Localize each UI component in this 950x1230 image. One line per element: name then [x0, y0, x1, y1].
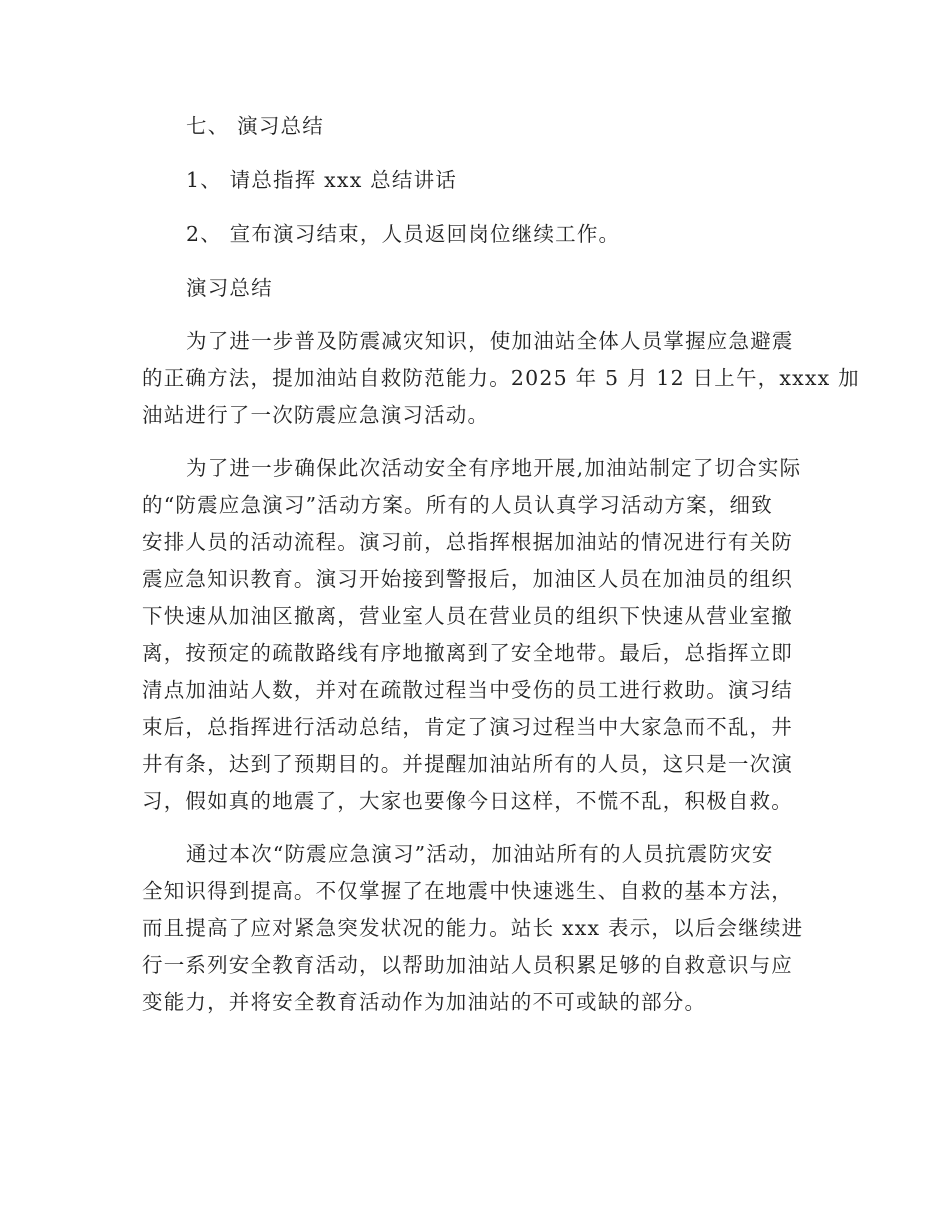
- paragraph-line: 清点加油站人数，并对在疏散过程当中受伤的员工进行救助。演习结: [142, 678, 793, 702]
- paragraph-line: 井有条，达到了预期目的。并提醒加油站所有的人员，这只是一次演: [142, 752, 793, 776]
- paragraph-line: 习，假如真的地震了，大家也要像今日这样，不慌不乱，积极自救。: [142, 789, 793, 813]
- paragraph-line: 安排人员的活动流程。演习前，总指挥根据加油站的情况进行有关防: [142, 530, 793, 554]
- paragraph-line: 的正确方法，提加油站自救防范能力。2025 年 5 月 12 日上午，xxxx 加: [142, 366, 860, 390]
- paragraph-line: 油站进行了一次防震应急演习活动。: [142, 403, 490, 427]
- paragraph-line: 下快速从加油区撤离，营业室人员在营业员的组织下快速从营业室撤: [142, 604, 793, 628]
- section-heading: 七、 演习总结: [186, 114, 324, 138]
- list-item: 2、 宣布演习结束，人员返回岗位继续工作。: [186, 222, 621, 246]
- paragraph-line: 而且提高了应对紧急突发状况的能力。站长 xxx 表示，以后会继续进: [142, 916, 804, 940]
- list-item: 1、 请总指挥 xxx 总结讲话: [186, 168, 457, 192]
- paragraph-line: 束后，总指挥进行活动总结，肯定了演习过程当中大家急而不乱，井: [142, 715, 793, 739]
- paragraph-line: 离，按预定的疏散路线有序地撤离到了安全地带。最后，总指挥立即: [142, 641, 793, 665]
- paragraph-line: 为了进一步普及防震减灾知识，使加油站全体人员掌握应急避震: [186, 329, 794, 353]
- paragraph-2: [142, 450, 808, 820]
- paragraph-1: [142, 323, 860, 434]
- summary-title: 演习总结: [186, 276, 273, 300]
- document-page: [142, 108, 860, 1037]
- paragraph-line: 震应急知识教育。演习开始接到警报后，加油区人员在加油员的组织: [142, 567, 793, 591]
- paragraph-line: 全知识得到提高。不仅掌握了在地震中快速逃生、自救的基本方法，: [142, 879, 793, 903]
- paragraph-line: 行一系列安全教育活动，以帮助加油站人员积累足够的自救意识与应: [142, 953, 793, 977]
- paragraph-3: [142, 836, 808, 1021]
- paragraph-line: 为了进一步确保此次活动安全有序地开展,加油站制定了切合实际: [186, 456, 802, 480]
- paragraph-line: 变能力，并将安全教育活动作为加油站的不可或缺的部分。: [142, 990, 707, 1014]
- paragraph-line: 的“防震应急演习”活动方案。所有的人员认真学习活动方案，细致: [142, 493, 773, 517]
- paragraph-line: 通过本次“防震应急演习”活动，加油站所有的人员抗震防灾安: [186, 842, 774, 866]
